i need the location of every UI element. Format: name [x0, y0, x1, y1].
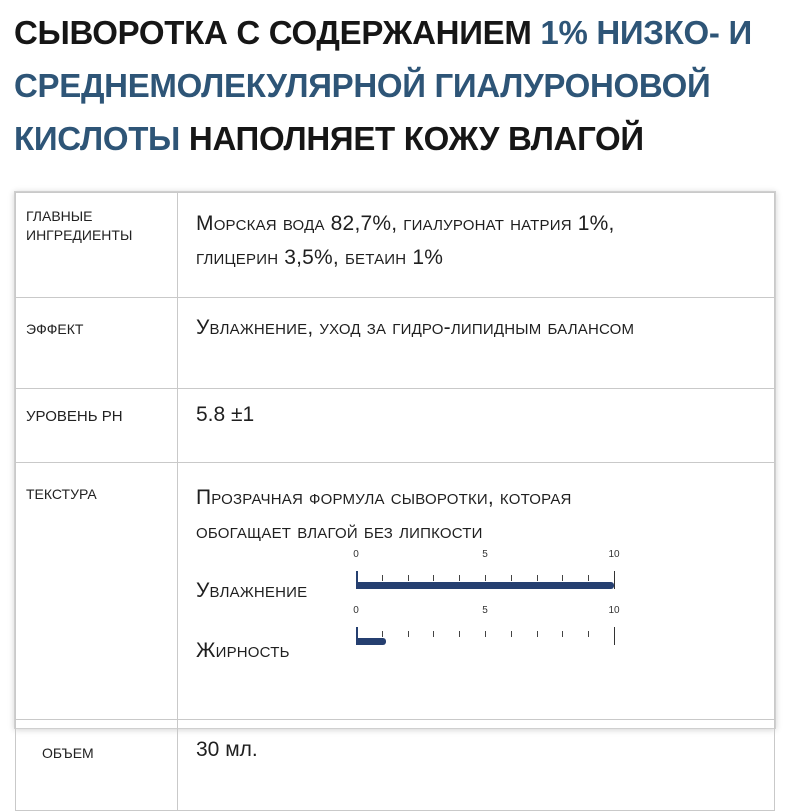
headline — [14, 6, 774, 165]
scale-fill-bar — [356, 582, 614, 589]
scale-tick — [459, 631, 460, 637]
row-effect — [16, 298, 775, 389]
texture-label: ТЕКСТУРА — [16, 463, 178, 720]
scale-tick — [459, 575, 460, 581]
scale-tick-label: 10 — [608, 549, 620, 560]
row-texture — [16, 463, 775, 720]
ingredients-value-line1: Морская вода 82,7%, гиалуронат натрия 1%, — [196, 212, 615, 235]
texture-value-line2: обогащает влагой без липкости — [196, 520, 483, 543]
scale-tick-label: 0 — [353, 549, 359, 560]
volume-label: ОБЪЕМ — [16, 720, 178, 811]
scale-end-mark — [614, 627, 615, 645]
scale-tick — [433, 575, 434, 581]
volume-value: 30 мл. — [178, 720, 775, 811]
scale-tick — [485, 631, 486, 637]
ph-label — [16, 389, 178, 463]
headline-part1: СЫВОРОТКА С СОДЕРЖАНИЕМ — [14, 14, 541, 51]
scale-end-mark — [614, 571, 615, 589]
ph-value: 5.8 ±1 — [178, 389, 775, 463]
moisture-scale — [353, 549, 620, 589]
ingredients-value — [178, 193, 775, 298]
texture-value — [178, 463, 775, 720]
product-spec-table — [14, 191, 776, 761]
scale-tick — [408, 575, 409, 581]
headline-part3: НАПОЛНЯЕТ КОЖУ ВЛАГОЙ — [180, 120, 644, 157]
oiliness-scale-label: Жирность — [196, 639, 290, 662]
scale-fill-bar — [356, 638, 386, 645]
scale-tick — [382, 575, 383, 581]
row-ingredients — [16, 193, 775, 298]
scale-tick-label: 0 — [353, 605, 359, 616]
ingredients-value-line2: глицерин 3,5%, бетаин 1% — [196, 246, 444, 269]
ingredients-label-line2: ИНГРЕДИЕНТЫ — [26, 227, 133, 243]
scale-tick-label: 5 — [482, 549, 488, 560]
row-volume — [16, 720, 775, 811]
ph-label-text: УРОВЕНЬ PH — [26, 408, 123, 425]
texture-scales — [196, 549, 774, 719]
scale-tick — [588, 575, 589, 581]
scale-tick-label: 10 — [608, 605, 620, 616]
scale-tick — [562, 631, 563, 637]
scale-tick — [408, 631, 409, 637]
scale-tick — [537, 575, 538, 581]
scale-tick-label: 5 — [482, 605, 488, 616]
scale-tick — [511, 631, 512, 637]
oiliness-scale — [353, 605, 620, 645]
headline-accent: 1% НИЗКО- И СРЕДНЕМОЛЕКУЛЯРНОЙ ГИАЛУРОНОВОЙ КИСЛОТЫ — [14, 14, 752, 157]
row-ph — [16, 389, 775, 463]
texture-value-line1: Прозрачная формула сыворотки, которая — [196, 486, 572, 509]
scale-tick — [511, 575, 512, 581]
scale-tick — [537, 631, 538, 637]
ingredients-label-line1: ГЛАВНЫЕ — [26, 208, 93, 224]
scale-tick — [588, 631, 589, 637]
moisture-scale-label: Увлажнение — [196, 579, 308, 602]
scale-tick — [382, 631, 383, 637]
effect-value: Увлажнение, уход за гидро-липидным балансом — [178, 298, 775, 389]
scale-tick — [562, 575, 563, 581]
scale-tick — [485, 575, 486, 581]
effect-label: ЭФФЕКТ — [16, 298, 178, 389]
scale-tick — [433, 631, 434, 637]
ingredients-label — [16, 193, 178, 298]
